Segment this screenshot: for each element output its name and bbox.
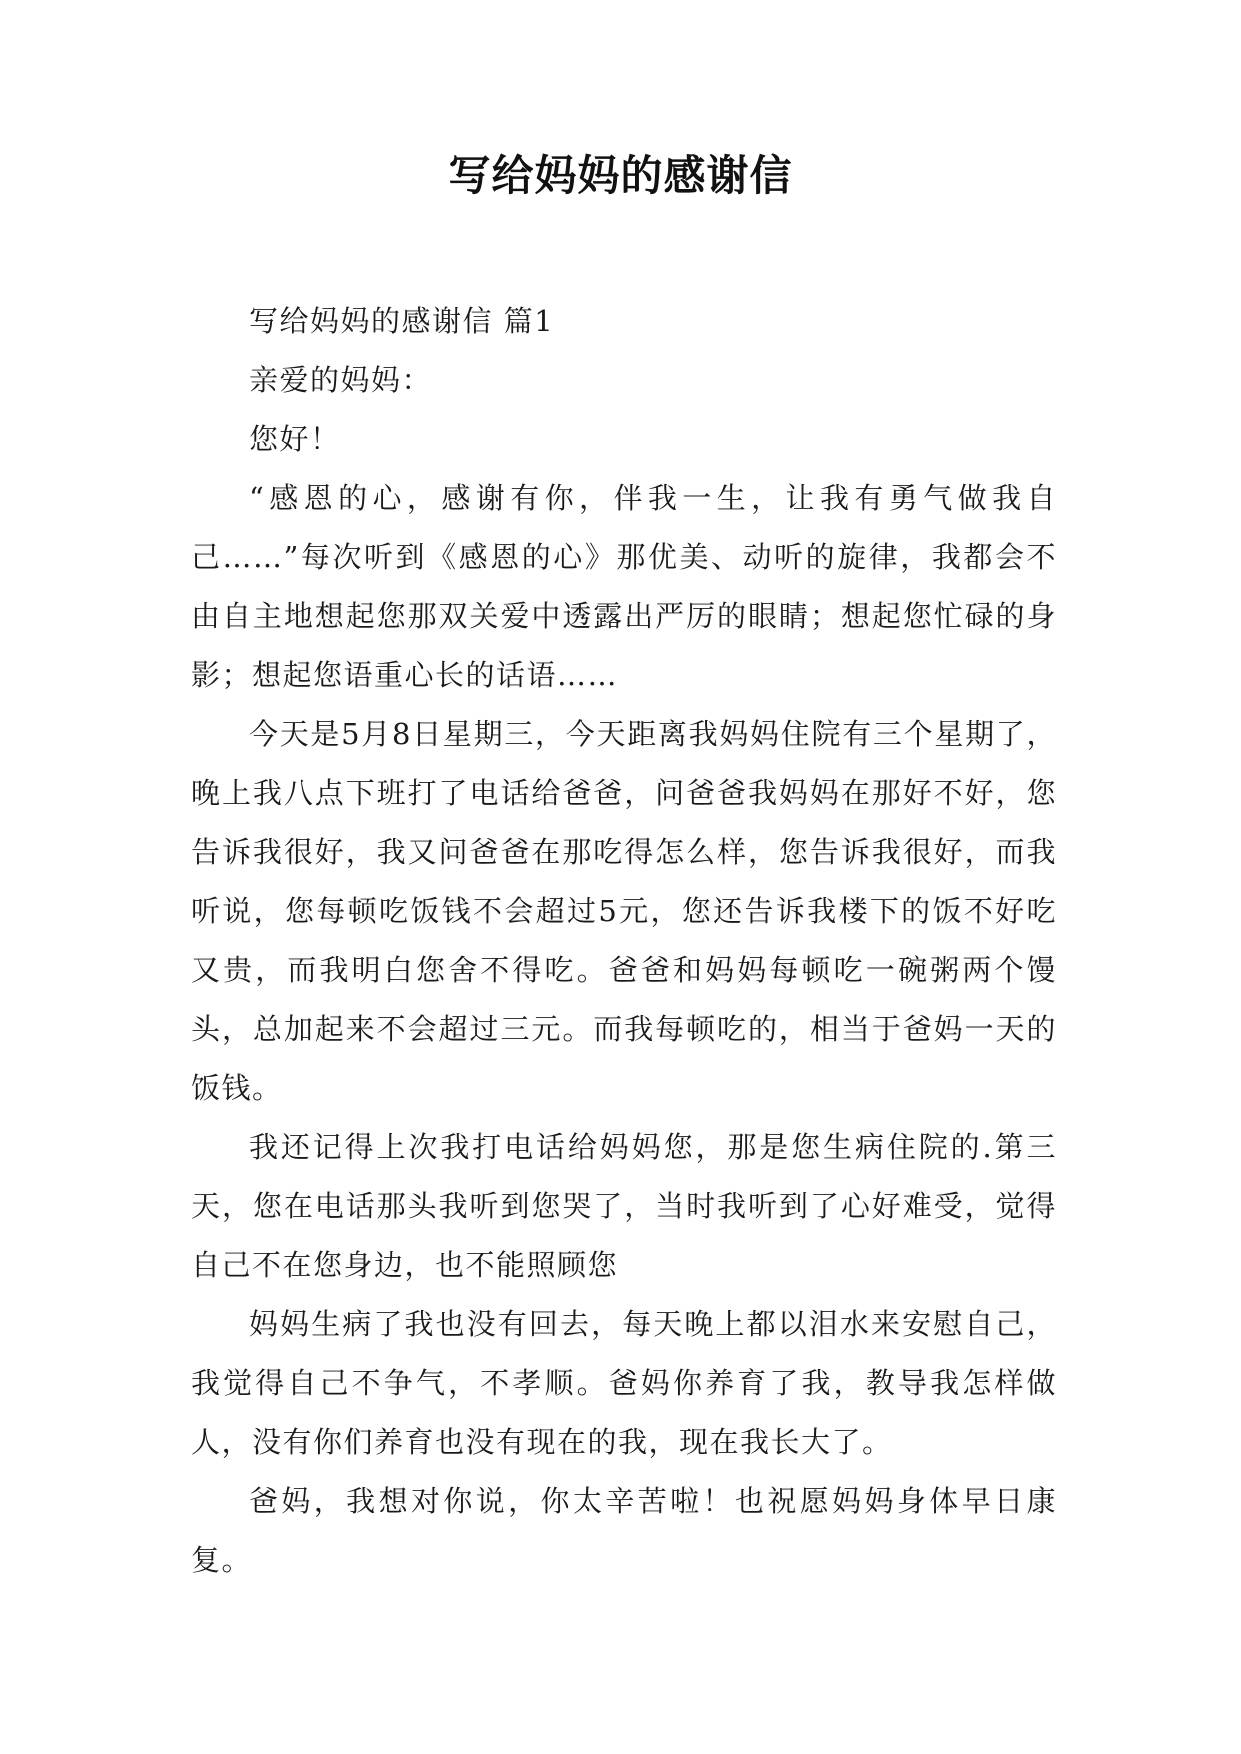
document-body	[191, 292, 1057, 1590]
paragraph: “感恩的心，感谢有你，伴我一生，让我有勇气做我自己……”每次听到《感恩的心》那优美、动听的旋律，我都会不由自主地想起您那双关爱中透露出严厉的眼睛；想起您忙碌的身影；想起您语重心长的话语……	[191, 481, 1057, 692]
paragraph: 爸妈，我想对你说，你太辛苦啦！也祝愿妈妈身体早日康复。	[191, 1484, 1057, 1577]
paragraph: 今天是5月8日星期三，今天距离我妈妈住院有三个星期了，晚上我八点下班打了电话给爸爸，问爸爸我妈妈在那好不好，您告诉我很好，我又问爸爸在那吃得怎么样，您告诉我很好，而我听说，您每顿吃饭钱不会超过5元，您还告诉我楼下的饭不好吃又贵，而我明白您舍不得吃。爸爸和妈妈每顿吃一碗粥两个馒头，总加起来不会超过三元。而我每顿吃的，相当于爸妈一天的饭钱。	[191, 717, 1057, 1105]
greeting: 您好！	[249, 422, 341, 456]
salutation: 亲爱的妈妈：	[249, 363, 433, 397]
paragraph: 妈妈生病了我也没有回去，每天晚上都以泪水来安慰自己，我觉得自己不争气，不孝顺。爸妈你养育了我，教导我怎样做人，没有你们养育也没有现在的我，现在我长大了。	[191, 1307, 1057, 1459]
document-title: 写给妈妈的感谢信	[448, 151, 793, 200]
section-heading: 写给妈妈的感谢信 篇1	[249, 304, 555, 338]
paragraph: 我还记得上次我打电话给妈妈您，那是您生病住院的.第三天，您在电话那头我听到您哭了，当时我听到了心好难受，觉得自己不在您身边，也不能照顾您	[191, 1130, 1057, 1282]
